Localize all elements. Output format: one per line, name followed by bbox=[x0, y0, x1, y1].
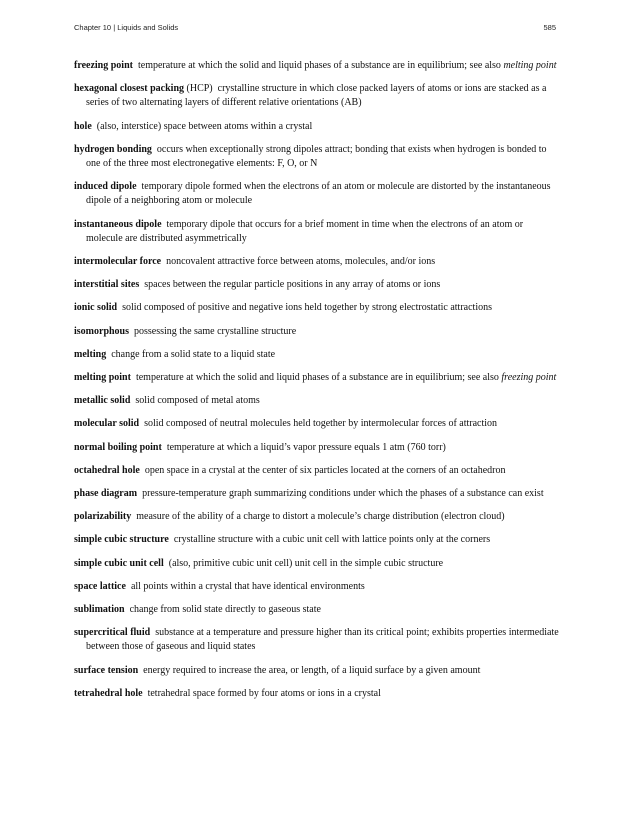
glossary-definition: crystalline structure with a cubic unit cell with lattice points only at the corners bbox=[173, 534, 491, 546]
glossary-term: ionic solid bbox=[74, 302, 118, 314]
glossary-term: octahedral hole bbox=[74, 464, 140, 476]
chapter-title: Liquids and Solids bbox=[117, 23, 179, 32]
glossary-entry bbox=[74, 255, 562, 269]
glossary-definition: open space in a crystal at the center of six particles located at the corners of an octahedron bbox=[144, 464, 506, 476]
glossary-definition: change from solid state directly to gaseous state bbox=[129, 604, 321, 616]
glossary-term: induced dipole bbox=[74, 181, 137, 193]
glossary-definition: temperature at which the solid and liquid phases of a substance are in equilibrium; see also bbox=[137, 60, 504, 71]
glossary-definition: solid composed of metal atoms bbox=[135, 395, 260, 407]
glossary-term: tetrahedral hole bbox=[74, 687, 143, 699]
glossary-entry bbox=[74, 603, 562, 617]
glossary-definition: all points within a crystal that have identical environments bbox=[130, 580, 365, 592]
glossary-entry bbox=[74, 464, 562, 478]
glossary-list bbox=[74, 59, 562, 710]
glossary-term: hole bbox=[74, 120, 92, 132]
glossary-entry bbox=[74, 143, 562, 171]
glossary-definition: (also, interstice) space between atoms within a crystal bbox=[96, 120, 313, 132]
glossary-definition: solid composed of positive and negative ions held together by strong electrostatic attractions bbox=[122, 302, 492, 314]
glossary-entry bbox=[74, 218, 562, 246]
glossary-definition: change from a solid state to a liquid state bbox=[111, 348, 276, 360]
glossary-definition: solid composed of neutral molecules held together by intermolecular forces of attraction bbox=[144, 418, 498, 430]
page-number: 585 bbox=[543, 23, 556, 32]
glossary-definition: occurs when exceptionally strong dipoles attract; bonding that exists when hydrogen is bonded to one of the three most electronegative elements: F, O, or N bbox=[86, 143, 547, 170]
glossary-definition: temporary dipole formed when the electrons of an atom or molecule are distorted by the instantaneous dipole of a neighboring atom or molecule bbox=[86, 181, 551, 207]
glossary-definition: pressure-temperature graph summarizing conditions under which the phases of a substance can exist bbox=[142, 488, 544, 500]
glossary-term: intermolecular force bbox=[74, 256, 162, 268]
glossary-term: space lattice bbox=[74, 580, 126, 592]
glossary-entry bbox=[74, 180, 562, 208]
glossary-term: isomorphous bbox=[74, 325, 130, 337]
glossary-entry bbox=[74, 59, 562, 73]
chapter-divider: | bbox=[111, 23, 118, 32]
glossary-definition: temperature at which a liquid’s vapor pressure equals 1 atm (760 torr) bbox=[166, 441, 446, 453]
glossary-term: sublimation bbox=[74, 604, 125, 616]
glossary-term: freezing point bbox=[74, 60, 133, 71]
glossary-term: instantaneous dipole bbox=[74, 218, 162, 230]
glossary-term: hexagonal closest packing bbox=[74, 83, 185, 95]
glossary-entry bbox=[74, 626, 562, 654]
glossary-term: simple cubic unit cell bbox=[74, 557, 164, 569]
glossary-definition: temperature at which the solid and liquid phases of a substance are in equilibrium; see also bbox=[135, 372, 502, 384]
glossary-term: melting point bbox=[74, 372, 131, 384]
glossary-term: polarizability bbox=[74, 511, 132, 523]
glossary-definition: noncovalent attractive force between atoms, molecules, and/or ions bbox=[166, 256, 436, 268]
glossary-definition: energy required to increase the area, or length, of a liquid surface by a given amount bbox=[143, 664, 481, 676]
glossary-entry bbox=[74, 394, 562, 408]
glossary-definition: temporary dipole that occurs for a brief moment in time when the electrons of an atom or molecule are distributed asymmetrically bbox=[86, 218, 524, 244]
glossary-definition: crystalline structure in which close packed layers of atoms or ions are stacked as a series of two alternating layers of different relative orientations (AB) bbox=[86, 83, 547, 109]
glossary-entry bbox=[74, 533, 562, 547]
glossary-entry bbox=[74, 664, 562, 678]
glossary-entry bbox=[74, 417, 562, 431]
glossary-term: normal boiling point bbox=[74, 441, 162, 453]
glossary-definition: tetrahedral space formed by four atoms or ions in a crystal bbox=[147, 687, 381, 699]
page-header bbox=[74, 23, 556, 32]
glossary-term: hydrogen bonding bbox=[74, 143, 152, 155]
glossary-entry bbox=[74, 510, 562, 524]
glossary-entry bbox=[74, 82, 562, 110]
glossary-entry bbox=[74, 487, 562, 501]
glossary-entry bbox=[74, 580, 562, 594]
glossary-term-abbreviation: (HCP) bbox=[184, 83, 213, 95]
chapter-heading bbox=[74, 23, 178, 32]
glossary-term: molecular solid bbox=[74, 418, 140, 430]
glossary-term: phase diagram bbox=[74, 488, 138, 500]
glossary-entry bbox=[74, 371, 562, 385]
see-also-reference: melting point bbox=[503, 60, 557, 71]
glossary-definition: spaces between the regular particle positions in any array of atoms or ions bbox=[144, 279, 441, 291]
see-also-reference: freezing point bbox=[501, 372, 557, 384]
glossary-entry bbox=[74, 348, 562, 362]
glossary-term: surface tension bbox=[74, 664, 139, 676]
glossary-entry bbox=[74, 325, 562, 339]
glossary-entry bbox=[74, 120, 562, 134]
chapter-number: Chapter 10 bbox=[74, 23, 112, 32]
glossary-term: simple cubic structure bbox=[74, 534, 169, 546]
glossary-entry bbox=[74, 687, 562, 701]
glossary-definition: measure of the ability of a charge to distort a molecule’s charge distribution (electron cloud) bbox=[136, 511, 505, 523]
glossary-entry bbox=[74, 301, 562, 315]
glossary-term: interstitial sites bbox=[74, 279, 140, 291]
glossary-term: metallic solid bbox=[74, 395, 131, 407]
glossary-definition: substance at a temperature and pressure higher than its critical point; exhibits properties intermediate between those of gaseous and liquid states bbox=[86, 627, 559, 653]
glossary-definition: (also, primitive cubic unit cell) unit cell in the simple cubic structure bbox=[168, 557, 444, 569]
glossary-term: supercritical fluid bbox=[74, 627, 151, 639]
glossary-entry bbox=[74, 278, 562, 292]
glossary-term: melting bbox=[74, 348, 107, 360]
glossary-entry bbox=[74, 557, 562, 571]
glossary-definition: possessing the same crystalline structure bbox=[134, 325, 297, 337]
glossary-entry bbox=[74, 441, 562, 455]
